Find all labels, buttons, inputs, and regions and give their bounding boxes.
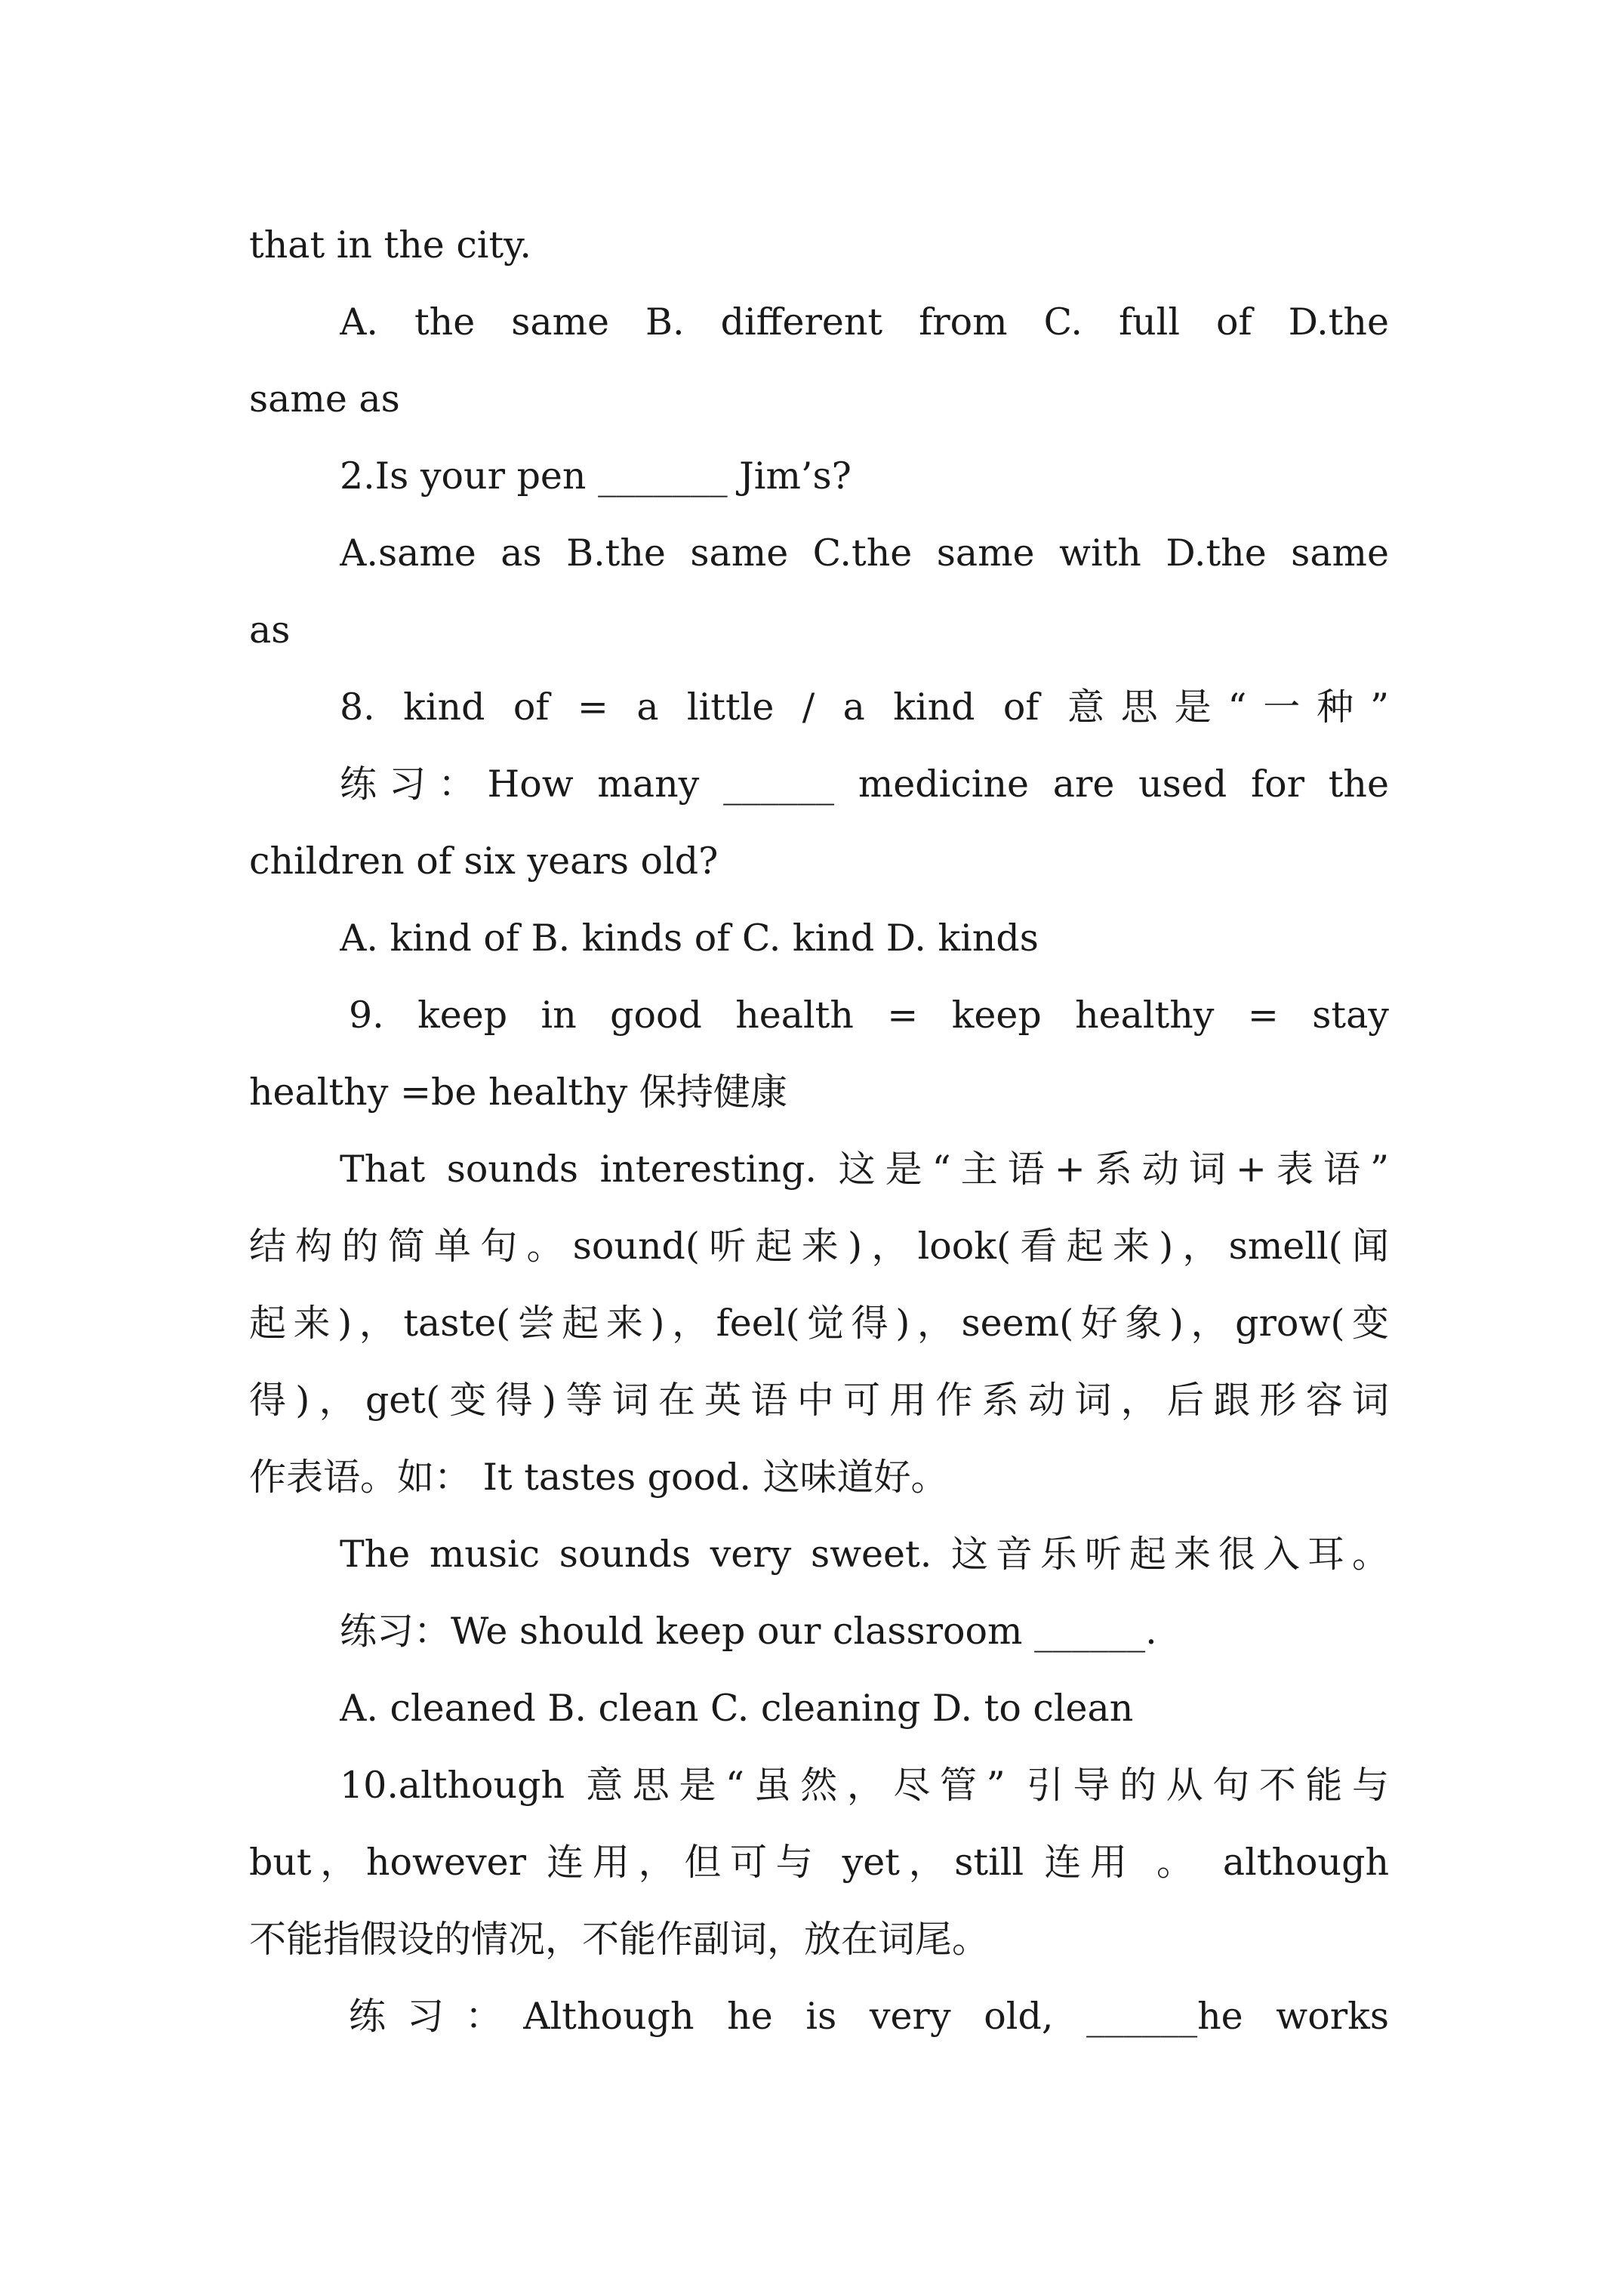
text-line-21: 10.although 意思是“虽然，尽管” 引导的从句不能与 [340, 1764, 1389, 1807]
text-line-22: but，however 连用，但可与 yet，still 连用 。 although [249, 1841, 1389, 1884]
text-line-19: 练习：We should keep our classroom ______. [340, 1610, 1157, 1653]
text-line-16: 得)，get(变得)等词在英语中可用作系动词，后跟形容词 [249, 1379, 1389, 1422]
text-line-6: as [249, 609, 291, 652]
text-line-24: 练习：Although he is very old, ______he works [349, 1995, 1389, 2038]
text-line-14: 结构的简单句。sound(听起来)，look(看起来)，smell(闻 [249, 1225, 1389, 1268]
text-line-15: 起来)，taste(尝起来)，feel(觉得)，seem(好象)，grow(变 [249, 1302, 1389, 1345]
text-line-20: A. cleaned B. clean C. cleaning D. to clean [340, 1687, 1134, 1730]
text-line-1: that in the city. [249, 223, 531, 267]
text-line-13: That sounds interesting. 这是“主语+系动词+表语” [340, 1148, 1389, 1191]
text-line-18: The music sounds very sweet. 这音乐听起来很入耳。 [340, 1533, 1389, 1576]
text-line-12: healthy =be healthy 保持健康 [249, 1071, 787, 1114]
text-line-17: 作表语。如： It tastes good. 这味道好。 [249, 1456, 948, 1499]
text-line-10: A. kind of B. kinds of C. kind D. kinds [340, 917, 1039, 960]
text-line-5: A.same as B.the same C.the same with D.the same [340, 532, 1389, 575]
text-line-9: children of six years old? [249, 840, 719, 883]
text-line-7: 8. kind of = a little / a kind of 意思是“一种” [340, 686, 1389, 729]
text-line-4: 2.Is your pen _______ Jim’s? [340, 455, 852, 498]
text-line-2: A. the same B. different from C. full of D.the [340, 300, 1389, 344]
text-line-3: same as [249, 378, 400, 421]
text-line-23: 不能指假设的情况，不能作副词，放在词尾。 [249, 1918, 990, 1961]
text-line-8: 练习：How many ______ medicine are used for the [340, 763, 1389, 806]
text-line-11: 9. keep in good health = keep healthy = stay [349, 994, 1389, 1037]
